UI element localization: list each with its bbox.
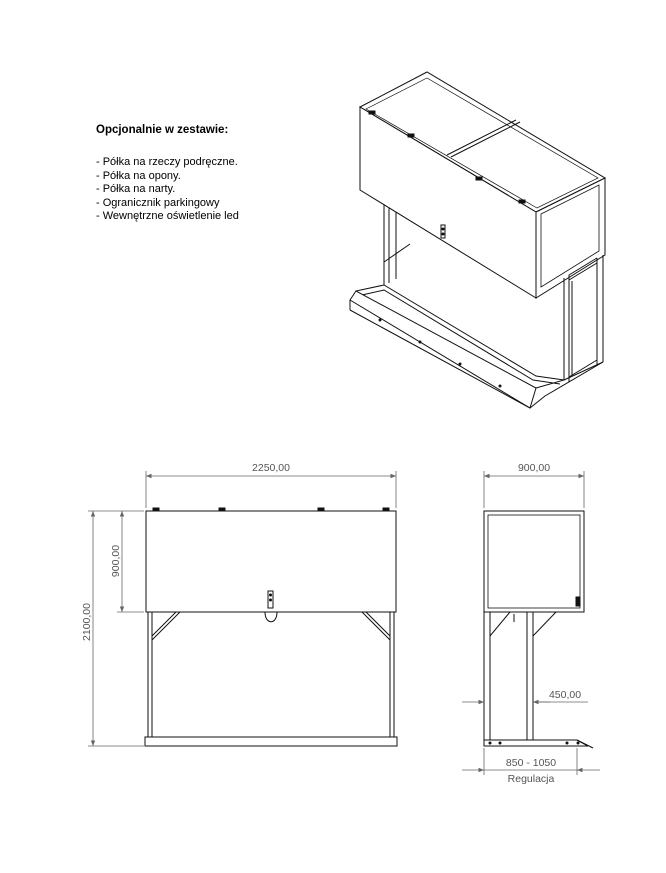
option-item-tire-shelf: - Półka na opony. bbox=[96, 169, 181, 182]
options-title: Opcjonalnie w zestawie: bbox=[96, 124, 229, 136]
front-view bbox=[145, 508, 397, 746]
option-item-parking-stop: - Ogranicznik parkingowy bbox=[96, 196, 220, 209]
total-height-dimension: 2100,00 bbox=[81, 603, 93, 641]
side-view bbox=[484, 511, 593, 748]
foot-offset-dimension: 450,00 bbox=[548, 689, 582, 701]
option-item-tool-shelf: - Półka na rzeczy podręczne. bbox=[96, 156, 238, 168]
adjust-label: Regulacja bbox=[507, 773, 555, 785]
option-item-led-lighting: - Wewnętrzne oświetlenie led bbox=[96, 210, 239, 222]
adjust-range-dimension: 850 - 1050 bbox=[505, 757, 557, 769]
width-dimension: 2250,00 bbox=[252, 462, 290, 474]
box-height-dimension: 900,00 bbox=[110, 544, 122, 578]
isometric-view bbox=[350, 72, 605, 408]
depth-dimension: 900,00 bbox=[517, 462, 551, 474]
option-item-ski-shelf: - Półka na narty. bbox=[96, 183, 176, 195]
